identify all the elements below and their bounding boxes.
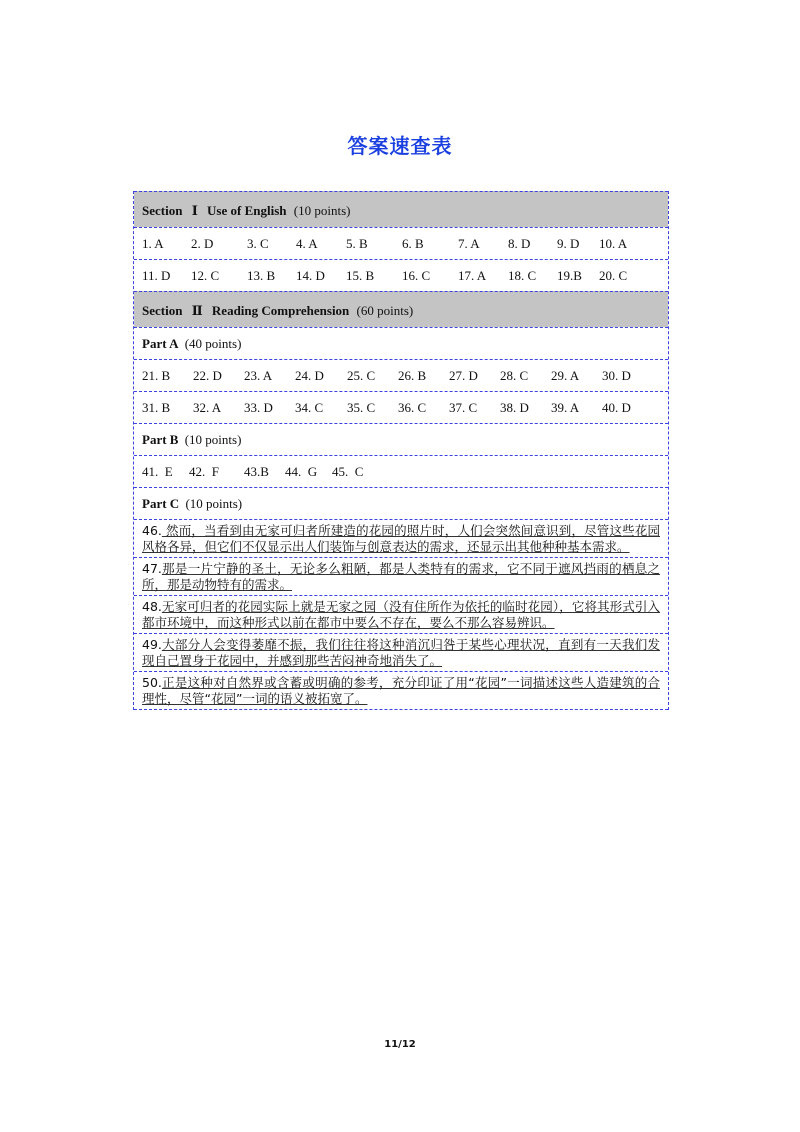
answer-33: 33. D xyxy=(244,400,273,415)
answer-35: 35. C xyxy=(347,400,376,415)
answer-7: 7. A xyxy=(458,236,480,251)
translation-text: 正是这种对自然界或含蓄或明确的参考，充分印证了用“花园”一词描述这些人造建筑的合理性，尽管“花园”一词的语义被拓宽了。 xyxy=(142,675,660,706)
answer-44: 44. G xyxy=(285,464,318,479)
part-c-header xyxy=(134,487,668,519)
answer-36: 36. C xyxy=(398,400,427,415)
answer-row xyxy=(134,359,668,391)
section-1-name: Use of English xyxy=(207,203,287,218)
answer-row xyxy=(134,227,668,259)
answer-27: 27. D xyxy=(449,368,478,383)
answer-22: 22. D xyxy=(193,368,222,383)
section-2-label: Section xyxy=(142,303,183,318)
translation-text: 然而，当看到由无家可归者所建造的花园的照片时，人们会突然间意识到，尽管这些花园风格各异，但它们不仅显示出人们装饰与创意表达的需求，还显示出其他种种基本需求。 xyxy=(142,523,660,554)
answer-21: 21. B xyxy=(142,368,171,383)
answer-row xyxy=(134,455,668,487)
answer-16: 16. C xyxy=(402,268,431,283)
answer-5: 5. B xyxy=(346,236,368,251)
translation-text: 无家可归者的花园实际上就是无家之园（没有住所作为依托的临时花园），它将其形式引入都市环境中，而这种形式以前在都市中要么不存在，要么不那么容易辨识。 xyxy=(142,599,660,630)
answer-17: 17. A xyxy=(458,268,487,283)
part-a-label: Part A xyxy=(142,336,179,351)
answer-45: 45. C xyxy=(332,464,364,479)
answer-30: 30. D xyxy=(602,368,631,383)
answer-40: 40. D xyxy=(602,400,631,415)
translation-item xyxy=(134,519,668,557)
answer-3: 3. C xyxy=(247,236,269,251)
answer-31: 31. B xyxy=(142,400,171,415)
answer-4: 4. A xyxy=(296,236,318,251)
section-1-numeral: Ⅰ xyxy=(191,203,198,218)
answer-39: 39. A xyxy=(551,400,580,415)
answer-2: 2. D xyxy=(191,236,214,251)
answer-26: 26. B xyxy=(398,368,427,383)
translation-item xyxy=(134,671,668,710)
answer-29: 29. A xyxy=(551,368,580,383)
translation-item xyxy=(134,557,668,595)
part-a-points: (40 points) xyxy=(184,336,242,351)
section-2-points: (60 points) xyxy=(356,303,414,318)
answer-42: 42. F xyxy=(189,464,219,479)
answer-9: 9. D xyxy=(557,236,580,251)
answer-34: 34. C xyxy=(295,400,324,415)
section-1-header xyxy=(134,191,668,227)
answer-28: 28. C xyxy=(500,368,529,383)
answer-10: 10. A xyxy=(599,236,628,251)
answer-15: 15. B xyxy=(346,268,375,283)
part-b-points: (10 points) xyxy=(184,432,242,447)
section-2-header xyxy=(134,291,668,327)
answer-43: 43.B xyxy=(244,464,269,479)
answer-23: 23. A xyxy=(244,368,273,383)
answer-37: 37. C xyxy=(449,400,478,415)
answer-25: 25. C xyxy=(347,368,376,383)
answer-6: 6. B xyxy=(402,236,424,251)
translation-number: 46. xyxy=(142,523,162,538)
answer-32: 32. A xyxy=(193,400,222,415)
answer-41: 41. E xyxy=(142,464,173,479)
section-1-label: Section xyxy=(142,203,183,218)
part-b-label: Part B xyxy=(142,432,179,447)
answer-38: 38. D xyxy=(500,400,529,415)
answer-14: 14. D xyxy=(296,268,325,283)
part-c-label: Part C xyxy=(142,496,180,511)
answer-8: 8. D xyxy=(508,236,531,251)
answer-12: 12. C xyxy=(191,268,220,283)
section-2-name: Reading Comprehension xyxy=(211,303,350,318)
part-a-header xyxy=(134,327,668,359)
translation-item xyxy=(134,633,668,671)
section-2-numeral: Ⅱ xyxy=(191,303,203,318)
answer-18: 18. C xyxy=(508,268,537,283)
part-b-header xyxy=(134,423,668,455)
page-title: 答案速查表 xyxy=(347,134,453,158)
answer-row xyxy=(134,391,668,423)
translation-text: 大部分人会变得萎靡不振，我们往往将这种消沉归咎于某些心理状况，直到有一天我们发现自己置身于花园中，并感到那些苦闷神奇地消失了。 xyxy=(142,637,660,668)
translation-number: 48. xyxy=(142,599,162,614)
translation-number: 50. xyxy=(142,675,162,690)
section-1-points: (10 points) xyxy=(293,203,351,218)
answer-1: 1. A xyxy=(142,236,164,251)
answer-13: 13. B xyxy=(247,268,276,283)
answer-row xyxy=(134,259,668,291)
translation-text: 那是一片宁静的圣土，无论多么粗陋，都是人类特有的需求，它不同于遮风挡雨的栖息之所，那是动物特有的需求。 xyxy=(142,561,660,592)
answer-24: 24. D xyxy=(295,368,324,383)
answer-20: 20. C xyxy=(599,268,628,283)
page-number: 11/12 xyxy=(384,1039,416,1050)
answer-11: 11. D xyxy=(142,268,171,283)
translation-number: 49. xyxy=(142,637,162,652)
translation-number: 47. xyxy=(142,561,162,576)
answer-19: 19.B xyxy=(557,268,582,283)
answer-table xyxy=(133,191,669,710)
translation-item xyxy=(134,595,668,633)
part-c-points: (10 points) xyxy=(185,496,243,511)
